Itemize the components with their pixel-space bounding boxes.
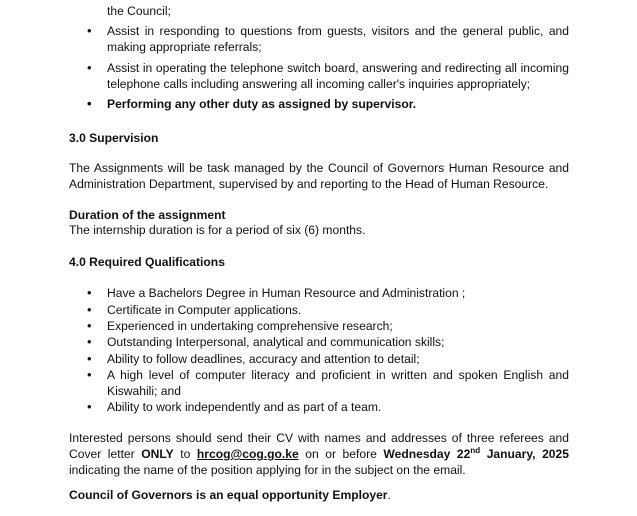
qualification-item: • Have a Bachelors Degree in Human Resource and Administration ; — [107, 285, 569, 301]
qualification-item: • Outstanding Interpersonal, analytical and communication skills; — [107, 334, 569, 350]
deadline-date — [383, 447, 569, 461]
qualification-item: • Ability to follow deadlines, accuracy and attention to detail; — [107, 351, 569, 367]
duty-item: • Performing any other duty as assigned by supervisor. — [107, 96, 569, 112]
application-instructions — [69, 430, 569, 478]
application-text: on or before — [298, 447, 384, 461]
duration-heading: Duration of the assignment — [69, 208, 226, 222]
duty-fragment: the Council; — [107, 4, 171, 18]
qualification-item: • Ability to work independently and as part of a team. — [107, 399, 569, 415]
qualification-item: • A high level of computer literacy and proficient in written and spoken English and Kiswahili; and — [107, 367, 569, 399]
application-text: to — [173, 447, 197, 461]
qualification-item: • Experienced in undertaking comprehensive research; — [107, 318, 569, 334]
application-text: indicating the name of the position applying for in the subject on the email. — [69, 463, 466, 477]
qualifications-heading: 4.0 Required Qualifications — [69, 255, 225, 269]
application-text: Interested persons should send their CV with names and addresses of three referees and Cover letter — [69, 431, 569, 461]
duration-text: The internship duration is for a period of six (6) months. — [69, 223, 366, 237]
only-emphasis: ONLY — [141, 447, 174, 461]
duty-item: • Assist in responding to questions from guests, visitors and the general public, and making appropriate referrals; — [107, 23, 569, 55]
email-link[interactable]: hrcog@cog.go.ke — [196, 447, 299, 461]
supervision-heading: 3.0 Supervision — [69, 131, 159, 145]
supervision-text: The Assignments will be task managed by the Council of Governors Human Resource and Administration Department, supervised by and reporting to the Head of Human Resource. — [69, 161, 569, 191]
statement-period: . — [387, 488, 391, 502]
equal-opportunity-statement — [69, 487, 391, 503]
statement-text: Council of Governors is an equal opportunity Employer — [69, 488, 388, 502]
deadline-day: Wednesday 22 — [383, 447, 471, 461]
duty-item: • Assist in operating the telephone switch board, answering and redirecting all incoming telephone calls including answering all incoming caller's inquiries appropriately; — [107, 60, 569, 92]
qualification-item: • Certificate in Computer applications. — [107, 302, 569, 318]
deadline-ordinal: nd — [470, 445, 481, 455]
deadline-rest: January, 2025 — [480, 447, 569, 461]
